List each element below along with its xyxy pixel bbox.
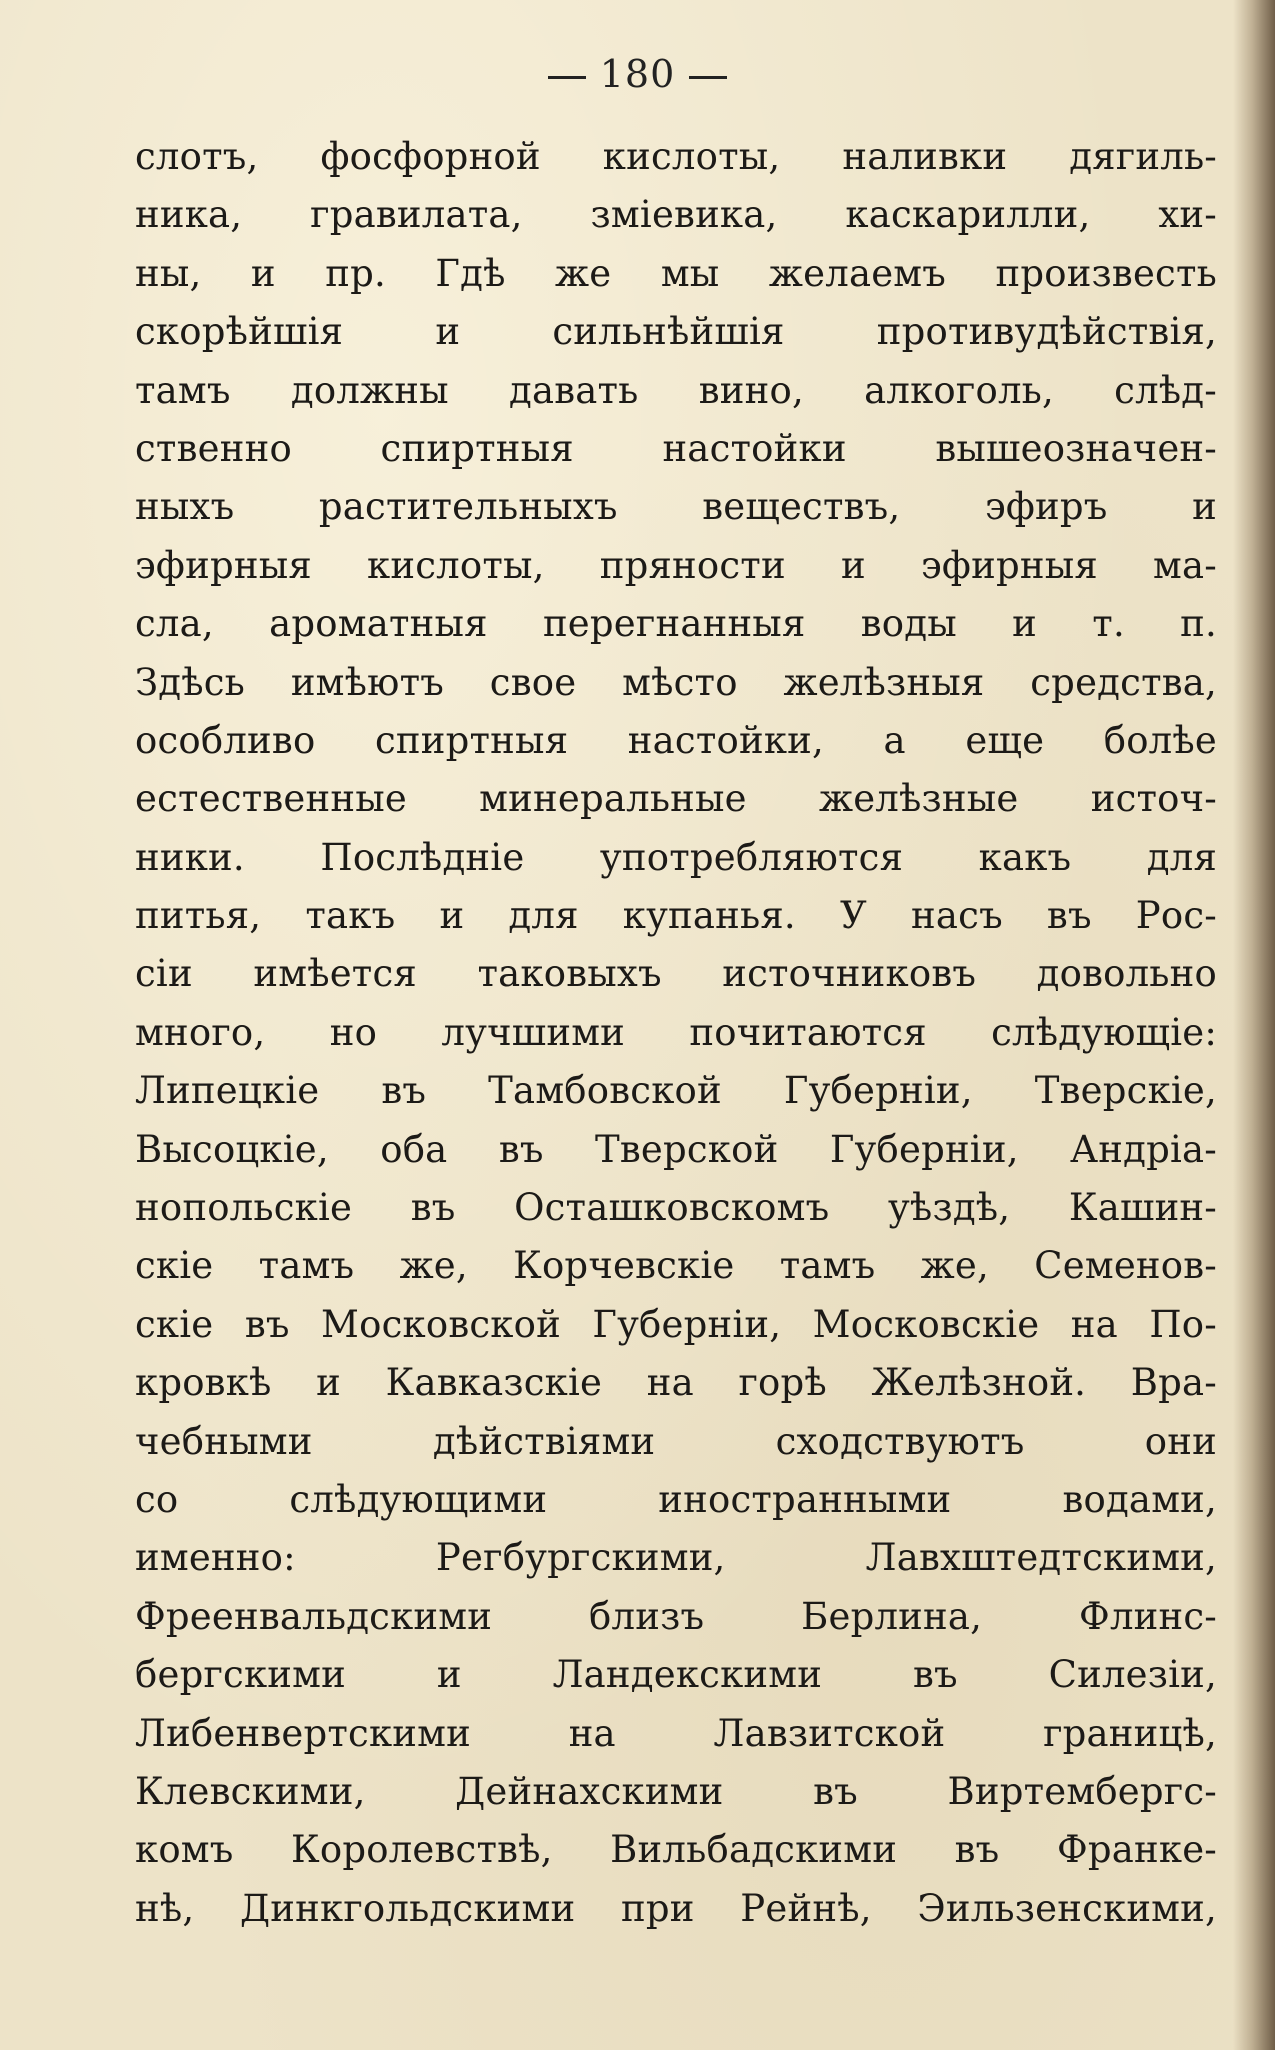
page-number: 180 xyxy=(599,52,676,96)
page-header xyxy=(0,52,1275,96)
text-line: слотъ, фосфорной кислоты, наливки дягиль- xyxy=(135,135,1217,178)
text-line: чебными дѣйствіями сходствуютъ они xyxy=(135,1419,1217,1463)
text-line: бергскими и Ландекскими въ Силезіи, xyxy=(135,1653,1217,1697)
text-line: питья, такъ и для купанья. У насъ въ Рос- xyxy=(135,894,1217,938)
body-text xyxy=(135,128,1217,1938)
text-line: много, но лучшими почитаются слѣдующіе: xyxy=(135,1010,1217,1054)
text-line: скорѣйшія и сильнѣйшія противудѣйствія, xyxy=(135,310,1217,354)
text-line: скіе въ Московской Губерніи, Московскіе на По- xyxy=(135,1302,1217,1346)
text-line: скіе тамъ же, Корчевскіе тамъ же, Семенов- xyxy=(135,1244,1217,1288)
text-line: Высоцкіе, оба въ Тверской Губерніи, Андріа- xyxy=(135,1127,1217,1171)
text-line: ника, гравилата, зміевика, каскарилли, хи- xyxy=(135,193,1217,237)
binding-shadow xyxy=(1233,0,1275,2050)
text-line: Здѣсь имѣютъ свое мѣсто желѣзныя средства, xyxy=(135,660,1217,704)
text-line: Либенвертскими на Лавзитской границѣ, xyxy=(135,1711,1217,1755)
text-line: нѣ, Динкгольдскими при Рейнѣ, Эильзенскими, xyxy=(135,1886,1217,1930)
text-line: именно: Регбургскими, Лавхштедтскими, xyxy=(135,1536,1217,1580)
text-line: со слѣдующими иностранными водами, xyxy=(135,1477,1217,1521)
text-line: Клевскими, Дейнахскими въ Виртембергс- xyxy=(135,1769,1217,1813)
text-line: кровкѣ и Кавказскіе на горѣ Желѣзной. Вра- xyxy=(135,1361,1217,1405)
text-line: ственно спиртныя настойки вышеозначен- xyxy=(135,426,1217,470)
text-line: комъ Королевствѣ, Вильбадскими въ Франке- xyxy=(135,1828,1217,1872)
text-line: Фреенвальдскими близъ Берлина, Флинс- xyxy=(135,1594,1217,1638)
text-line: нопольскіе въ Осташковскомъ уѣздѣ, Кашин- xyxy=(135,1186,1217,1230)
text-line: тамъ должны давать вино, алкоголь, слѣд- xyxy=(135,368,1217,412)
text-line: ныхъ растительныхъ веществъ, эфиръ и xyxy=(135,485,1217,529)
text-line: особливо спиртныя настойки, а еще болѣе xyxy=(135,718,1217,762)
right-dash xyxy=(689,76,727,79)
text-line: Липецкіе въ Тамбовской Губерніи, Тверскіе, xyxy=(135,1069,1217,1113)
text-line: эфирныя кислоты, пряности и эфирныя ма- xyxy=(135,543,1217,587)
text-line: ны, и пр. Гдѣ же мы желаемъ произвесть xyxy=(135,251,1217,295)
text-line: естественные минеральные желѣзные источ- xyxy=(135,777,1217,821)
text-line: сіи имѣется таковыхъ источниковъ довольно xyxy=(135,952,1217,996)
text-line: ники. Послѣдніе употребляются какъ для xyxy=(135,835,1217,879)
text-line: сла, ароматныя перегнанныя воды и т. п. xyxy=(135,602,1217,646)
left-dash xyxy=(548,76,586,79)
